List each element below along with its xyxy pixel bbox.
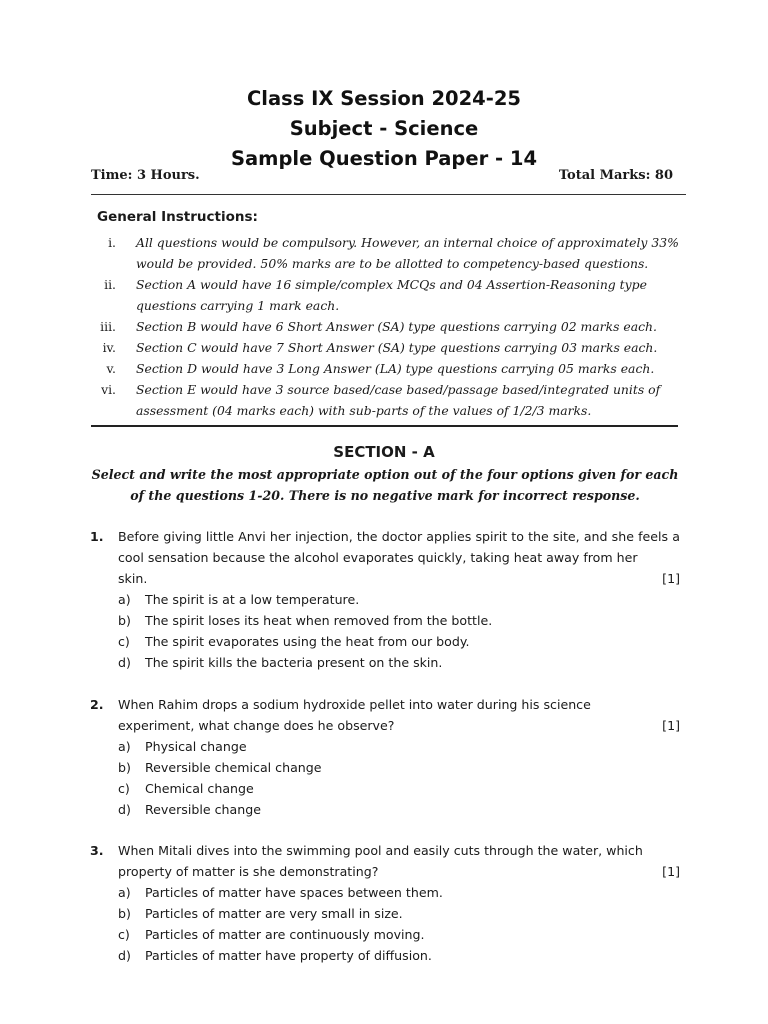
instruction-number: vi. xyxy=(101,382,116,397)
general-instructions-title: General Instructions: xyxy=(97,209,258,225)
option-label: a) xyxy=(118,885,131,900)
question-3 xyxy=(90,840,680,966)
question-number: 1. xyxy=(90,529,104,544)
instruction-text: Section D would have 3 Long Answer (LA) type questions carrying 05 marks each. xyxy=(136,361,655,376)
option-text: Reversible change xyxy=(145,802,261,817)
question-1 xyxy=(90,526,680,673)
option-label: a) xyxy=(118,592,131,607)
paper-meta xyxy=(91,168,673,188)
total-marks: Total Marks: 80 xyxy=(558,168,673,183)
option-label: b) xyxy=(118,760,131,775)
option xyxy=(118,610,680,631)
instruction-item xyxy=(96,379,686,421)
instruction-text: Section C would have 7 Short Answer (SA) type questions carrying 03 marks each. xyxy=(136,340,658,355)
option-text: Chemical change xyxy=(145,781,254,796)
option xyxy=(118,882,680,903)
option xyxy=(118,589,680,610)
option-label: a) xyxy=(118,739,131,754)
time-allowed: Time: 3 Hours. xyxy=(91,168,200,183)
question-number: 2. xyxy=(90,697,104,712)
option-text: The spirit loses its heat when removed from the bottle. xyxy=(145,613,493,628)
question-marks: [1] xyxy=(662,864,680,879)
section-title: SECTION - A xyxy=(333,443,435,461)
instruction-text: All questions would be compulsory. However, an internal choice of approximately 33% would be provided. 50% marks are to be allotted to competency-based questions. xyxy=(136,235,679,271)
question-text: Before giving little Anvi her injection, the doctor applies spirit to the site, and she feels a cool sensation because the alcohol evaporates quickly, taking heat away from her xyxy=(118,529,680,565)
instructions-divider xyxy=(91,425,678,427)
question-2 xyxy=(90,694,680,820)
option-label: b) xyxy=(118,613,131,628)
question-number: 3. xyxy=(90,843,104,858)
class-session-title: Class IX Session 2024-25 xyxy=(247,87,521,110)
paper-header xyxy=(0,84,768,174)
option xyxy=(118,736,680,757)
question-text-end: experiment, what change does he observe? xyxy=(118,718,395,733)
instruction-text: Section B would have 6 Short Answer (SA) type questions carrying 02 marks each. xyxy=(136,319,657,334)
question-last-line xyxy=(118,715,680,736)
instruction-text: Section A would have 16 simple/complex MCQs and 04 Assertion-Reasoning type questions carrying 1 mark each. xyxy=(136,277,647,313)
option-text: Particles of matter are continuously moving. xyxy=(145,927,425,942)
instruction-item xyxy=(96,316,686,337)
option-label: d) xyxy=(118,802,131,817)
option-label: d) xyxy=(118,948,131,963)
question-text: When Rahim drops a sodium hydroxide pellet into water during his science xyxy=(118,697,591,712)
section-instruction: Select and write the most appropriate option out of the four options given for each of the questions 1-20. There is no negative mark for incorrect response. xyxy=(91,467,679,503)
question-last-line xyxy=(118,568,680,589)
option-text: Particles of matter are very small in size. xyxy=(145,906,403,921)
instruction-number: i. xyxy=(108,235,116,250)
instruction-item xyxy=(96,358,686,379)
option-label: b) xyxy=(118,906,131,921)
instruction-number: iv. xyxy=(102,340,116,355)
instruction-number: ii. xyxy=(104,277,116,292)
option xyxy=(118,924,680,945)
paper-title: Sample Question Paper - 14 xyxy=(230,147,538,170)
option-text: Reversible chemical change xyxy=(145,760,322,775)
instruction-item xyxy=(96,274,686,316)
option-label: c) xyxy=(118,927,130,942)
option-text: The spirit kills the bacteria present on the skin. xyxy=(145,655,443,670)
question-text-end: skin. xyxy=(118,571,148,586)
option-text: Physical change xyxy=(145,739,247,754)
option xyxy=(118,945,680,966)
option xyxy=(118,757,680,778)
question-last-line xyxy=(118,861,680,882)
instruction-number: iii. xyxy=(100,319,116,334)
option-text: The spirit is at a low temperature. xyxy=(145,592,360,607)
instruction-item xyxy=(96,337,686,358)
instruction-number: v. xyxy=(106,361,116,376)
option xyxy=(118,903,680,924)
header-divider xyxy=(91,194,686,195)
option xyxy=(118,799,680,820)
option-label: d) xyxy=(118,655,131,670)
subject-title: Subject - Science xyxy=(289,117,479,140)
option-text: The spirit evaporates using the heat from our body. xyxy=(145,634,470,649)
question-text-end: property of matter is she demonstrating? xyxy=(118,864,379,879)
question-text: When Mitali dives into the swimming pool and easily cuts through the water, which xyxy=(118,843,643,858)
option xyxy=(118,778,680,799)
general-instructions-list xyxy=(96,232,686,421)
question-marks: [1] xyxy=(662,571,680,586)
option-text: Particles of matter have spaces between them. xyxy=(145,885,443,900)
question-marks: [1] xyxy=(662,718,680,733)
instruction-text: Section E would have 3 source based/case based/passage based/integrated units of assessment (04 marks each) with sub-parts of the values of 1/2/3 marks. xyxy=(136,382,661,418)
option-text: Particles of matter have property of diffusion. xyxy=(145,948,432,963)
option xyxy=(118,652,680,673)
instruction-item xyxy=(96,232,686,274)
option-label: c) xyxy=(118,634,130,649)
option-label: c) xyxy=(118,781,130,796)
option xyxy=(118,631,680,652)
